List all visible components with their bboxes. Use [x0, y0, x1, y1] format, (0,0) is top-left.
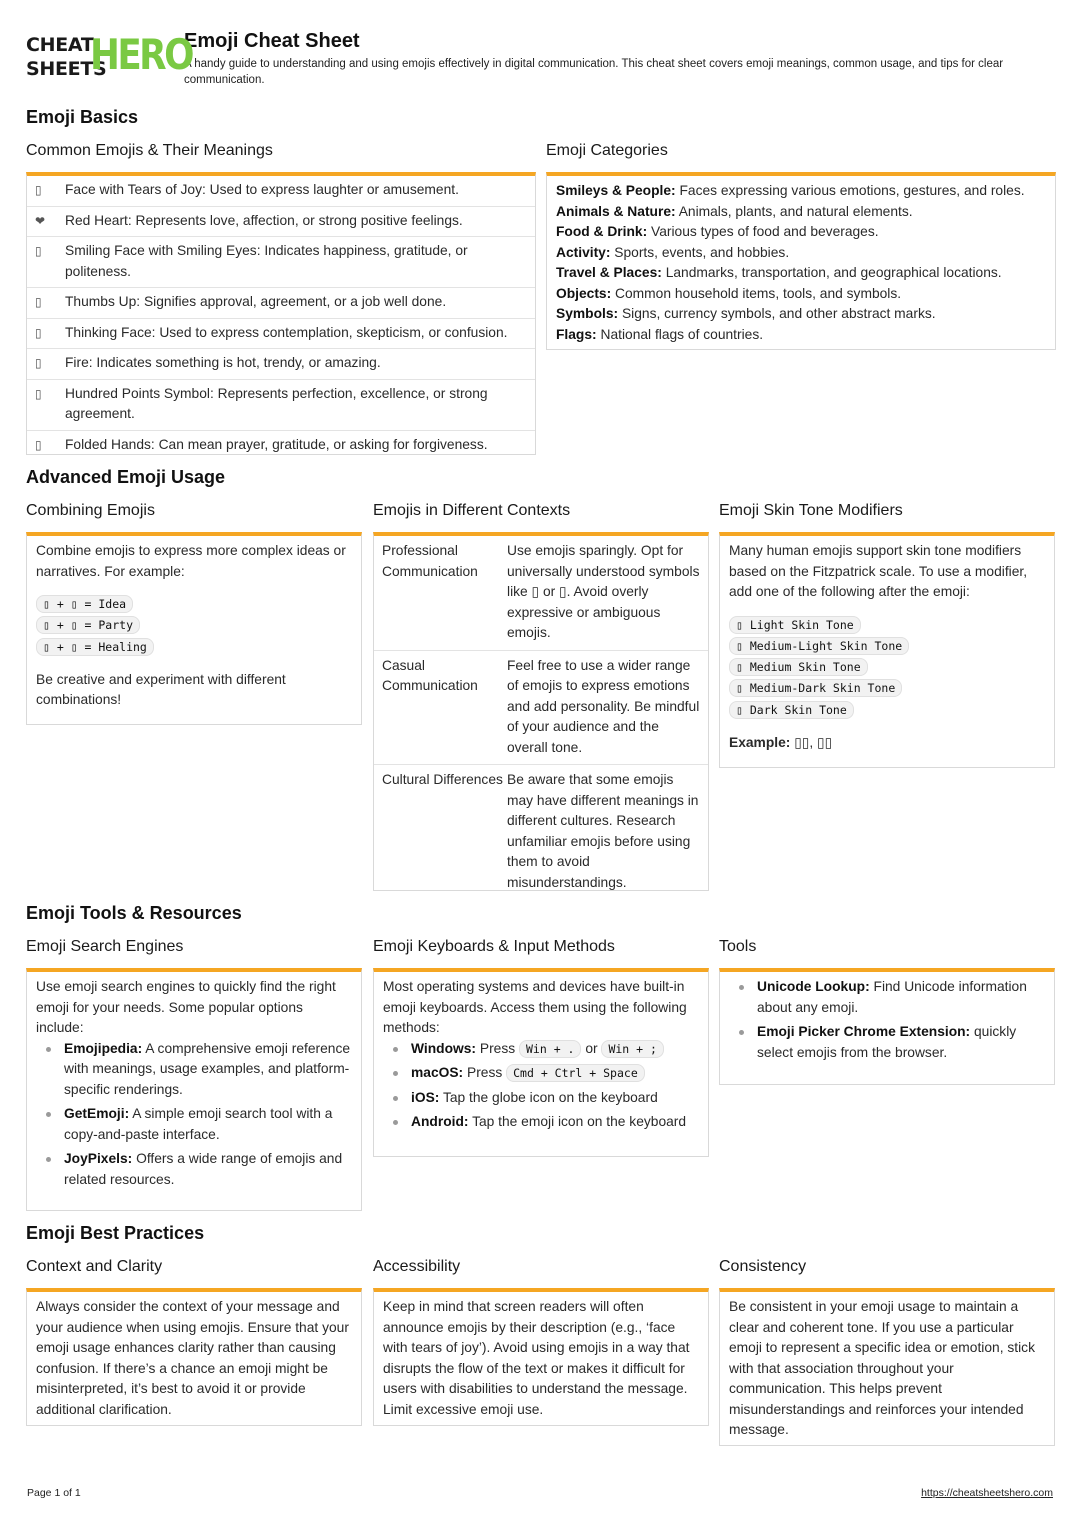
skin-tone-example: Example: ▯▯, ▯▯: [729, 734, 833, 750]
section-title-tools: Emoji Tools & Resources: [26, 903, 242, 923]
category-item: Symbols: Signs, currency symbols, and other abstract marks.: [556, 306, 936, 321]
list-item: Android: Tap the emoji icon on the keyboard: [383, 1112, 699, 1133]
tools-card: [719, 968, 1055, 1085]
emoji-icon: ▯: [35, 295, 42, 309]
list-item: iOS: Tap the globe icon on the keyboard: [383, 1088, 699, 1109]
footer-link[interactable]: https://cheatsheetshero.com: [921, 1487, 1053, 1499]
category-item: Objects: Common household items, tools, and symbols.: [556, 285, 902, 301]
common-emojis-card: [26, 172, 536, 455]
card-title-contexts: Emojis in Different Contexts: [373, 502, 571, 519]
emoji-icon: ▯: [35, 356, 42, 370]
logo-sheets: SHEETS: [26, 58, 107, 80]
category-item: Animals & Nature: Animals, plants, and natural elements.: [556, 203, 913, 219]
heart-icon: ❤: [35, 213, 46, 228]
emoji-icon: ▯: [35, 437, 42, 452]
section-title-advanced: Advanced Emoji Usage: [26, 467, 226, 487]
emoji-icon: ▯: [35, 386, 42, 401]
code-skin-tone: ▯ Medium-Dark Skin Tone: [729, 679, 902, 697]
emoji-icon: ▯: [35, 183, 42, 197]
page-number: Page 1 of 1: [27, 1487, 81, 1499]
card-title-consistency: Consistency: [719, 1258, 807, 1275]
contexts-card: [373, 532, 709, 891]
list-item: ▯ Folded Hands: Can mean prayer, gratitude, or asking for forgiveness.: [27, 431, 535, 461]
list-item: ❤ Red Heart: Represents love, affection, or strong positive feelings.: [27, 207, 535, 238]
emoji-icon: ▯: [35, 244, 42, 258]
list-item: Unicode Lookup: Find Unicode information about any emoji.: [729, 977, 1045, 1018]
card-title-tools: Tools: [719, 938, 757, 955]
emoji-icon: ▯: [35, 325, 42, 340]
section-title-basics: Emoji Basics: [26, 107, 139, 127]
cheatsheetshero-logo[interactable]: [26, 30, 192, 80]
category-item: Flags: National flags of countries.: [556, 326, 764, 342]
list-item: ▯ Face with Tears of Joy: Used to express laughter or amusement.: [27, 176, 535, 207]
card-title-common: Common Emojis & Their Meanings: [26, 142, 273, 159]
card-title-search: Emoji Search Engines: [26, 938, 184, 955]
code-example: ▯ + ▯ = Healing: [36, 638, 154, 656]
context-clarity-card: Always consider the context of your message and your audience when using emojis. Ensure that your emoji usage enhances clarity rather than causing confusion. If there’s a chance an emoji might be misinterpreted, it’s best to avoid it or provide additional clarification.: [26, 1288, 362, 1426]
accessibility-card: Keep in mind that screen readers will often announce emojis by their description (e.g., ‘face with tears of joy’). Avoid using emojis in a way that disrupts the flow of the text or makes it difficult for users with disabilities to understand the message. Limit excessive emoji use.: [373, 1288, 709, 1426]
code-skin-tone: ▯ Medium-Light Skin Tone: [729, 637, 909, 655]
category-item: Travel & Places: Landmarks, transportation, and geographical locations.: [556, 265, 1002, 280]
card-title-context: Context and Clarity: [26, 1258, 163, 1275]
code-example: ▯ + ▯ = Party: [36, 616, 140, 634]
search-engines-card: Use emoji search engines to quickly find the right emoji for your needs. Some popular options include: Emojipedia: A comprehensive emoji reference with meanings, usage examples, and platform-specific renderings. GetEmoji: A simple emoji search tool with a copy-and-paste interface. JoyPixels: Offers a wide range of emojis and related resources.: [26, 968, 362, 1211]
list-item: ▯ Thinking Face: Used to express contemplation, skepticism, or confusion.: [27, 319, 535, 350]
code-example: ▯ + ▯ = Idea: [36, 595, 133, 613]
skin-tone-card: Many human emojis support skin tone modifiers based on the Fitzpatrick scale. To use a modifier, add one of the following after the emoji: ▯ Light Skin Tone ▯ Medium-Light Skin Tone ▯ Medium Skin Tone ▯ Medium-Dark Skin Tone ▯ Dark Skin Tone Example: ▯▯, ▯▯: [719, 532, 1055, 768]
list-item: GetEmoji: A simple emoji search tool with a copy-and-paste interface.: [36, 1104, 352, 1145]
keyboards-card: Most operating systems and devices have built-in emoji keyboards. Access them using the following methods: Windows: Press Win + . or Win + ; macOS: Press Cmd + Ctrl + Space iOS: Tap the globe icon on the keyboard Android: Tap the emoji icon on the keyboard: [373, 968, 709, 1157]
card-title-combining: Combining Emojis: [26, 502, 155, 519]
consistency-card: Be consistent in your emoji usage to maintain a clear and coherent tone. If you use a particular emoji to represent a specific idea or emotion, stick with that association throughout your communication. This helps prevent misunderstandings and reinforces your intended message.: [719, 1288, 1055, 1446]
card-title-accessibility: Accessibility: [373, 1258, 461, 1275]
table-row: Professional Communication Use emojis sparingly. Opt for universally understood symbols like ▯ or ▯. Avoid overly expressive or ambiguous emojis.: [374, 536, 708, 651]
logo-cheat: CHEAT: [26, 34, 94, 56]
card-title-keyboards: Emoji Keyboards & Input Methods: [373, 938, 615, 955]
table-row: Casual Communication Feel free to use a wider range of emojis to express emotions and add personality. Be mindful of your audience and the overall tone.: [374, 651, 708, 766]
category-item: Food & Drink: Various types of food and beverages.: [556, 224, 879, 239]
card-title-categories: Emoji Categories: [546, 142, 668, 159]
code-skin-tone: ▯ Light Skin Tone: [729, 616, 861, 634]
list-item: Windows: Press Win + . or Win + ;: [383, 1039, 699, 1060]
list-item: Emojipedia: A comprehensive emoji reference with meanings, usage examples, and platform-specific renderings.: [36, 1039, 352, 1101]
section-title-practices: Emoji Best Practices: [26, 1223, 205, 1243]
list-item: ▯ Hundred Points Symbol: Represents perfection, excellence, or strong agreement.: [27, 380, 535, 431]
list-item: macOS: Press Cmd + Ctrl + Space: [383, 1063, 699, 1084]
logo-hero: HERO: [90, 30, 192, 79]
code-skin-tone: ▯ Dark Skin Tone: [729, 701, 854, 719]
page-header: [26, 30, 1056, 88]
list-item: Emoji Picker Chrome Extension: quickly select emojis from the browser.: [729, 1022, 1045, 1063]
emoji-categories-card: [546, 172, 1056, 350]
list-item: ▯ Fire: Indicates something is hot, trendy, or amazing.: [27, 349, 535, 380]
page-subtitle: A handy guide to understanding and using emojis effectively in digital communication. This cheat sheet covers emoji meanings, common usage, and tips for clear communication.: [184, 58, 1004, 86]
list-item: ▯ Smiling Face with Smiling Eyes: Indicates happiness, gratitude, or politeness.: [27, 237, 535, 288]
list-item: JoyPixels: Offers a wide range of emojis and related resources.: [36, 1149, 352, 1190]
list-item: ▯ Thumbs Up: Signifies approval, agreement, or a job well done.: [27, 288, 535, 319]
table-row: Cultural Differences Be aware that some emojis may have different meanings in different cultures. Research unfamiliar emojis before using them to avoid misunderstandings.: [382, 772, 699, 890]
category-item: Smileys & People: Faces expressing various emotions, gestures, and roles.: [556, 183, 1025, 198]
combining-emojis-card: Combine emojis to express more complex ideas or narratives. For example: ▯ + ▯ = Idea ▯ + ▯ = Party ▯ + ▯ = Healing Be creative and experiment with different combinations!: [26, 532, 362, 725]
code-skin-tone: ▯ Medium Skin Tone: [729, 658, 868, 676]
page-title: Emoji Cheat Sheet: [184, 30, 360, 52]
card-title-skin-tone: Emoji Skin Tone Modifiers: [719, 502, 903, 519]
category-item: Activity: Sports, events, and hobbies.: [556, 244, 790, 260]
